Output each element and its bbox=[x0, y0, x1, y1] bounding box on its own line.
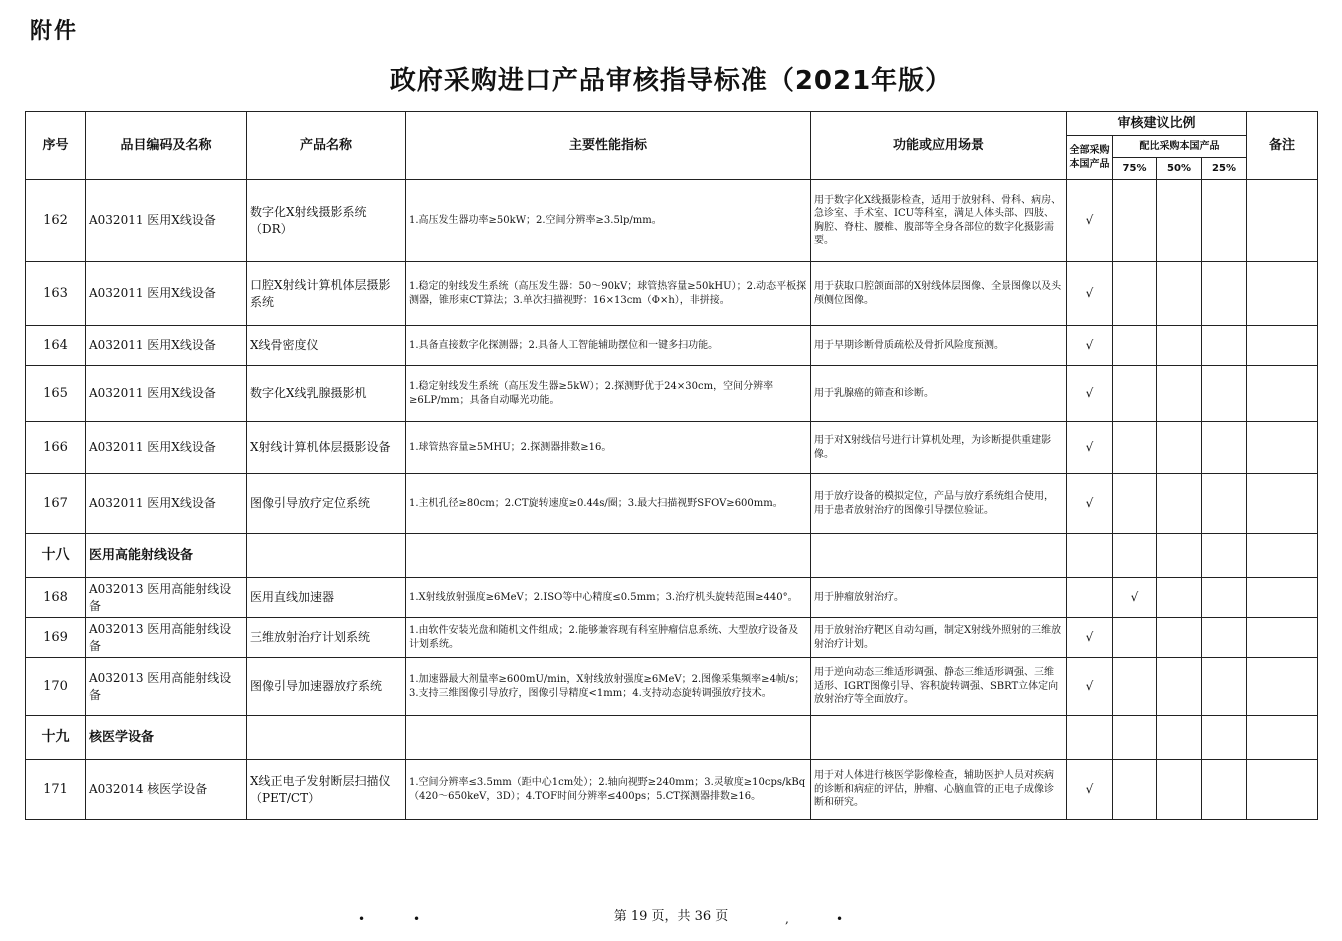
performance-spec: 1.稳定射线发生系统（高压发生器≥5kW）；2.探测野优于24×30cm，空间分辨率≥6LP/mm；具备自动曝光功能。 bbox=[406, 366, 811, 422]
check-75 bbox=[1113, 474, 1157, 534]
empty-cell bbox=[1113, 534, 1157, 578]
empty-cell bbox=[1067, 716, 1113, 760]
application-scene: 用于放射治疗靶区自动勾画，制定X射线外照射的三维放射治疗计划。 bbox=[811, 618, 1067, 658]
empty-cell bbox=[1067, 534, 1113, 578]
check-25 bbox=[1202, 422, 1247, 474]
table-row bbox=[26, 618, 1318, 658]
check-25 bbox=[1202, 578, 1247, 618]
item-code: A032011 医用X线设备 bbox=[86, 474, 247, 534]
empty-cell bbox=[406, 716, 811, 760]
check-all: √ bbox=[1067, 474, 1113, 534]
review-standard-table bbox=[25, 111, 1318, 820]
row-number: 166 bbox=[26, 422, 86, 474]
item-code: A032011 医用X线设备 bbox=[86, 422, 247, 474]
item-code: A032013 医用高能射线设备 bbox=[86, 658, 247, 716]
remark-cell bbox=[1247, 366, 1318, 422]
header-partial: 配比采购本国产品 bbox=[1113, 136, 1247, 158]
product-name: 数字化X射线摄影系统（DR） bbox=[247, 180, 406, 262]
product-name: 数字化X线乳腺摄影机 bbox=[247, 366, 406, 422]
table-row bbox=[26, 760, 1318, 820]
header-25: 25% bbox=[1202, 158, 1247, 180]
application-scene: 用于数字化X线摄影检查，适用于放射科、骨科、病房、急诊室、手术室、ICU等科室，满足人体头部、四肢、胸腔、脊柱、腰椎、腹部等全身各部位的数字化摄影需要。 bbox=[811, 180, 1067, 262]
product-name: 图像引导加速器放疗系统 bbox=[247, 658, 406, 716]
check-all: √ bbox=[1067, 262, 1113, 326]
table-row bbox=[26, 180, 1318, 262]
remark-cell bbox=[1247, 760, 1318, 820]
remark-cell bbox=[1247, 180, 1318, 262]
remark-cell bbox=[1247, 422, 1318, 474]
check-all: √ bbox=[1067, 366, 1113, 422]
header-all-domestic: 全部采购本国产品 bbox=[1067, 136, 1113, 180]
product-name: X线骨密度仪 bbox=[247, 326, 406, 366]
check-75 bbox=[1113, 180, 1157, 262]
table-body bbox=[26, 180, 1318, 820]
product-name: 图像引导放疗定位系统 bbox=[247, 474, 406, 534]
check-25 bbox=[1202, 262, 1247, 326]
application-scene: 用于对人体进行核医学影像检查，辅助医护人员对疾病的诊断和病症的评估，肿瘤、心脑血管的正电子成像诊断和研究。 bbox=[811, 760, 1067, 820]
performance-spec: 1.高压发生器功率≥50kW；2.空间分辨率≥3.5lp/mm。 bbox=[406, 180, 811, 262]
performance-spec: 1.具备直接数字化探测器；2.具备人工智能辅助摆位和一键多扫功能。 bbox=[406, 326, 811, 366]
check-all: √ bbox=[1067, 618, 1113, 658]
empty-cell bbox=[811, 716, 1067, 760]
table-row bbox=[26, 366, 1318, 422]
remark-cell bbox=[1247, 474, 1318, 534]
empty-cell bbox=[1113, 716, 1157, 760]
application-scene: 用于肿瘤放射治疗。 bbox=[811, 578, 1067, 618]
application-scene: 用于早期诊断骨质疏松及骨折风险度预测。 bbox=[811, 326, 1067, 366]
empty-cell bbox=[406, 534, 811, 578]
performance-spec: 1.球管热容量≥5MHU；2.探测器排数≥16。 bbox=[406, 422, 811, 474]
application-scene: 用于对X射线信号进行计算机处理，为诊断提供重建影像。 bbox=[811, 422, 1067, 474]
check-50 bbox=[1157, 366, 1202, 422]
item-code: A032011 医用X线设备 bbox=[86, 326, 247, 366]
row-number: 167 bbox=[26, 474, 86, 534]
row-number: 169 bbox=[26, 618, 86, 658]
attachment-label: 附件 bbox=[30, 19, 79, 44]
table-row bbox=[26, 262, 1318, 326]
remark-cell bbox=[1247, 618, 1318, 658]
section-title: 医用高能射线设备 bbox=[86, 534, 247, 578]
item-code: A032011 医用X线设备 bbox=[86, 366, 247, 422]
header-name: 产品名称 bbox=[247, 112, 406, 180]
scan-dot: • bbox=[836, 912, 844, 926]
product-name: 医用直线加速器 bbox=[247, 578, 406, 618]
check-25 bbox=[1202, 618, 1247, 658]
table-row bbox=[26, 658, 1318, 716]
check-75 bbox=[1113, 366, 1157, 422]
empty-cell bbox=[1157, 534, 1202, 578]
row-number: 163 bbox=[26, 262, 86, 326]
item-code: A032011 医用X线设备 bbox=[86, 262, 247, 326]
empty-cell bbox=[1157, 716, 1202, 760]
check-75 bbox=[1113, 760, 1157, 820]
check-50 bbox=[1157, 422, 1202, 474]
check-50 bbox=[1157, 474, 1202, 534]
row-number: 162 bbox=[26, 180, 86, 262]
performance-spec: 1.空间分辨率≤3.5mm（距中心1cm处）；2.轴向视野≥240mm；3.灵敏度≥10cps/kBq（420～650keV，3D）；4.TOF时间分辨率≤400ps；5.CT探测器排数≥16。 bbox=[406, 760, 811, 820]
check-25 bbox=[1202, 658, 1247, 716]
empty-cell bbox=[247, 716, 406, 760]
item-code: A032013 医用高能射线设备 bbox=[86, 578, 247, 618]
table-row bbox=[26, 422, 1318, 474]
remark-cell bbox=[1247, 326, 1318, 366]
section-row bbox=[26, 534, 1318, 578]
header-seq: 序号 bbox=[26, 112, 86, 180]
check-25 bbox=[1202, 326, 1247, 366]
check-all: √ bbox=[1067, 326, 1113, 366]
document-title: 政府采购进口产品审核指导标准（2021年版） bbox=[389, 66, 953, 96]
header-spec: 主要性能指标 bbox=[406, 112, 811, 180]
check-50 bbox=[1157, 618, 1202, 658]
check-50 bbox=[1157, 326, 1202, 366]
empty-cell bbox=[1202, 534, 1247, 578]
check-75 bbox=[1113, 326, 1157, 366]
item-code: A032013 医用高能射线设备 bbox=[86, 618, 247, 658]
page-footer: 第 19 页，共 36 页 bbox=[613, 909, 729, 924]
section-title: 核医学设备 bbox=[86, 716, 247, 760]
empty-cell bbox=[1247, 716, 1318, 760]
check-75 bbox=[1113, 262, 1157, 326]
header-scene: 功能或应用场景 bbox=[811, 112, 1067, 180]
row-number: 165 bbox=[26, 366, 86, 422]
check-50 bbox=[1157, 658, 1202, 716]
product-name: X射线计算机体层摄影设备 bbox=[247, 422, 406, 474]
performance-spec: 1.X射线放射强度≥6MeV；2.ISO等中心精度≤0.5mm；3.治疗机头旋转范围≥440°。 bbox=[406, 578, 811, 618]
empty-cell bbox=[811, 534, 1067, 578]
check-50 bbox=[1157, 578, 1202, 618]
table-row bbox=[26, 578, 1318, 618]
item-code: A032011 医用X线设备 bbox=[86, 180, 247, 262]
product-name: 口腔X射线计算机体层摄影系统 bbox=[247, 262, 406, 326]
row-number: 164 bbox=[26, 326, 86, 366]
check-50 bbox=[1157, 180, 1202, 262]
empty-cell bbox=[247, 534, 406, 578]
performance-spec: 1.由软件安装光盘和随机文件组成；2.能够兼容现有科室肿瘤信息系统、大型放疗设备及计划系统。 bbox=[406, 618, 811, 658]
performance-spec: 1.主机孔径≥80cm；2.CT旋转速度≥0.44s/圈；3.最大扫描视野SFOV≥600mm。 bbox=[406, 474, 811, 534]
performance-spec: 1.稳定的射线发生系统（高压发生器：50～90kV；球管热容量≥50kHU）；2.动态平板探测器，锥形束CT算法；3.单次扫描视野：16×13cm（Φ×h），非拼接。 bbox=[406, 262, 811, 326]
empty-cell bbox=[1247, 534, 1318, 578]
check-25 bbox=[1202, 180, 1247, 262]
header-75: 75% bbox=[1113, 158, 1157, 180]
header-code: 品目编码及名称 bbox=[86, 112, 247, 180]
check-50 bbox=[1157, 262, 1202, 326]
performance-spec: 1.加速器最大剂量率≥600mU/min，X射线放射强度≥6MeV；2.图像采集频率≥4帧/s；3.支持三维图像引导放疗，图像引导精度<1mm；4.支持动态旋转调强放疗技术。 bbox=[406, 658, 811, 716]
scan-dot: • bbox=[413, 912, 421, 926]
check-25 bbox=[1202, 760, 1247, 820]
application-scene: 用于乳腺癌的筛查和诊断。 bbox=[811, 366, 1067, 422]
check-25 bbox=[1202, 474, 1247, 534]
application-scene: 用于获取口腔颌面部的X射线体层图像、全景图像以及头颅侧位图像。 bbox=[811, 262, 1067, 326]
header-review: 审核建议比例 bbox=[1067, 112, 1247, 136]
product-name: X线正电子发射断层扫描仪（PET/CT） bbox=[247, 760, 406, 820]
check-all: √ bbox=[1067, 180, 1113, 262]
section-number: 十九 bbox=[26, 716, 86, 760]
row-number: 168 bbox=[26, 578, 86, 618]
check-75 bbox=[1113, 658, 1157, 716]
remark-cell bbox=[1247, 578, 1318, 618]
application-scene: 用于放疗设备的模拟定位，产品与放疗系统组合使用，用于患者放射治疗的图像引导摆位验证。 bbox=[811, 474, 1067, 534]
section-row bbox=[26, 716, 1318, 760]
check-all: √ bbox=[1067, 658, 1113, 716]
header-50: 50% bbox=[1157, 158, 1202, 180]
section-number: 十八 bbox=[26, 534, 86, 578]
check-75 bbox=[1113, 618, 1157, 658]
header-remark: 备注 bbox=[1247, 112, 1318, 180]
scan-dot: • bbox=[358, 912, 366, 926]
check-75: √ bbox=[1113, 578, 1157, 618]
row-number: 170 bbox=[26, 658, 86, 716]
row-number: 171 bbox=[26, 760, 86, 820]
check-50 bbox=[1157, 760, 1202, 820]
product-name: 三维放射治疗计划系统 bbox=[247, 618, 406, 658]
remark-cell bbox=[1247, 658, 1318, 716]
remark-cell bbox=[1247, 262, 1318, 326]
check-25 bbox=[1202, 366, 1247, 422]
check-75 bbox=[1113, 422, 1157, 474]
table-row bbox=[26, 474, 1318, 534]
scan-dot: , bbox=[785, 912, 789, 926]
check-all: √ bbox=[1067, 760, 1113, 820]
application-scene: 用于逆向动态三维适形调强、静态三维适形调强、三维适形、IGRT图像引导、容积旋转调强、SBRT立体定向放射治疗等全面放疗。 bbox=[811, 658, 1067, 716]
table-row bbox=[26, 326, 1318, 366]
check-all: √ bbox=[1067, 422, 1113, 474]
empty-cell bbox=[1202, 716, 1247, 760]
item-code: A032014 核医学设备 bbox=[86, 760, 247, 820]
check-all bbox=[1067, 578, 1113, 618]
